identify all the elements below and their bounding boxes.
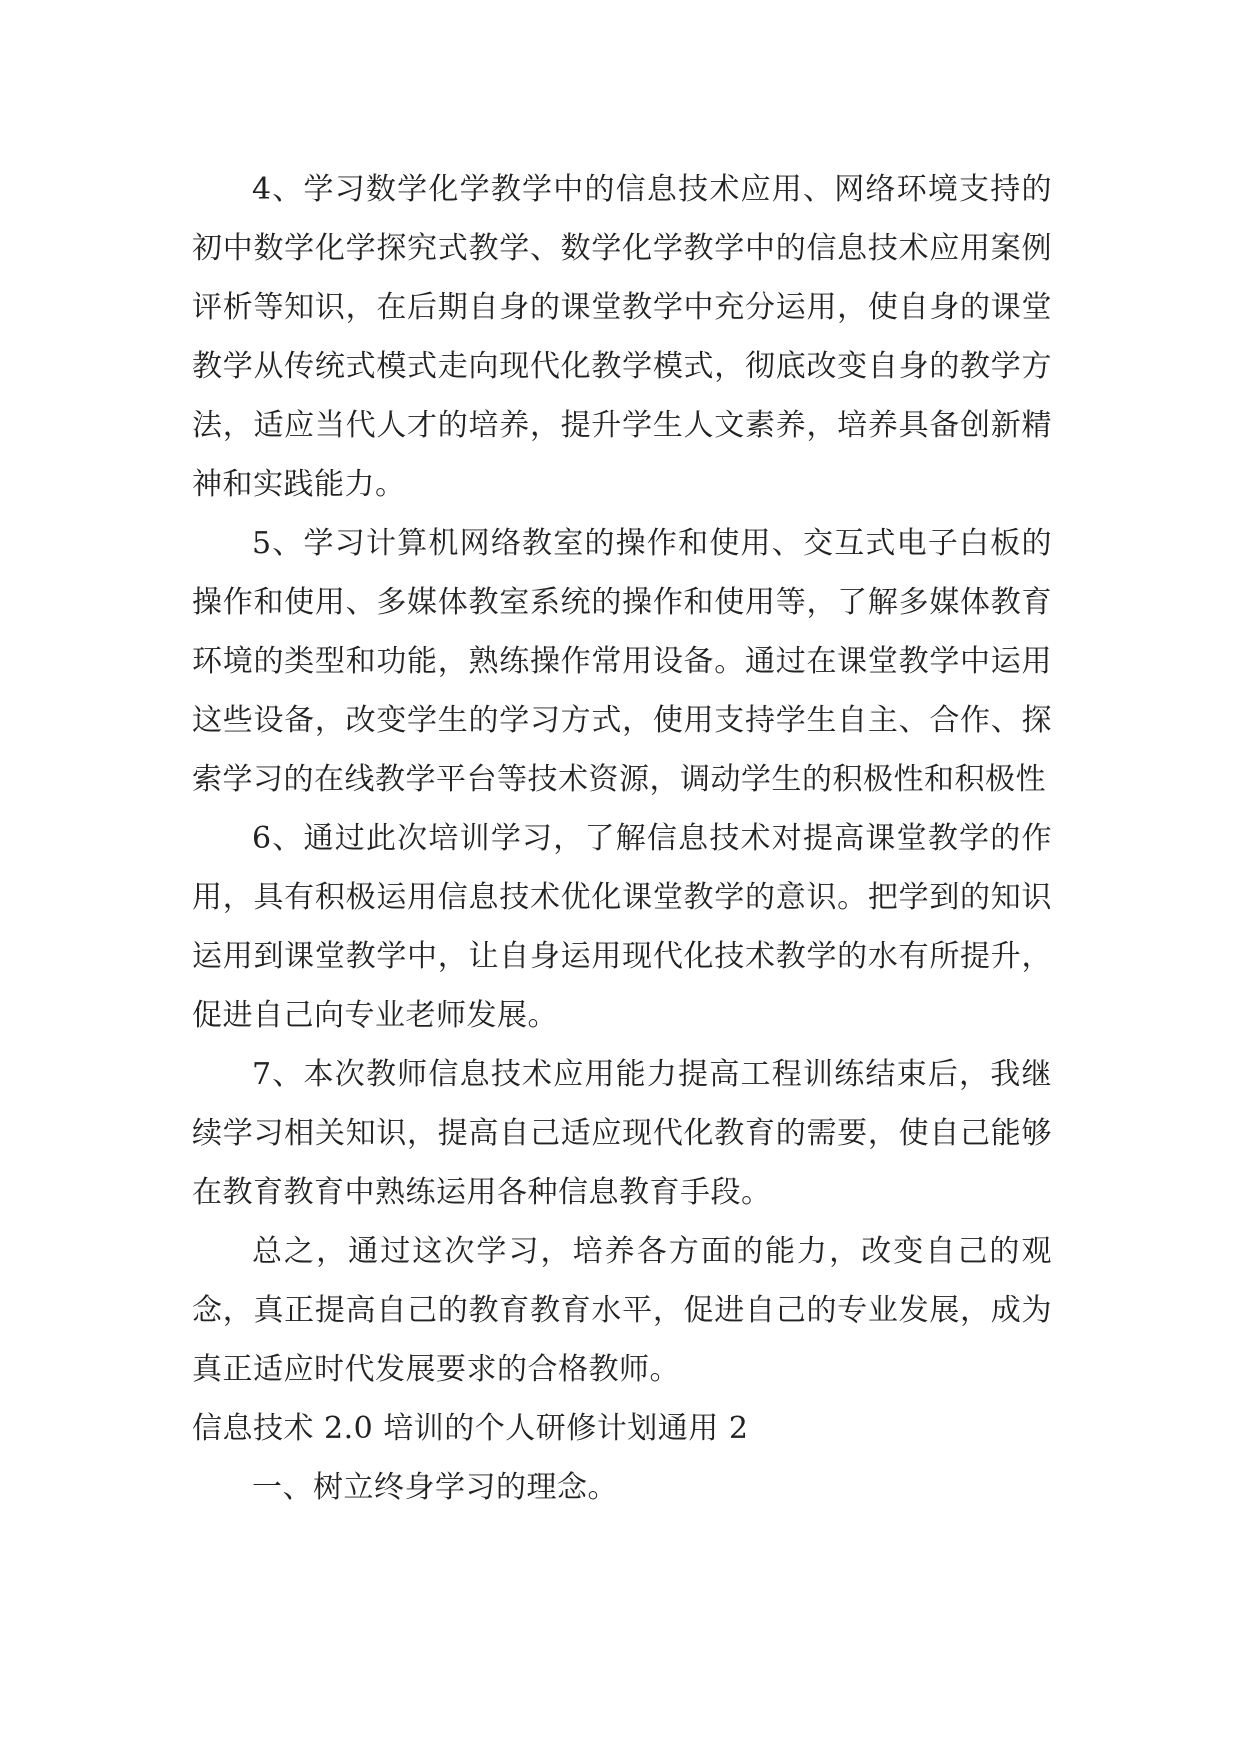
paragraph-item-6: 6、通过此次培训学习，了解信息技术对提高课堂教学的作用，具有积极运用信息技术优化课堂教学的意识。把学到的知识运用到课堂教学中，让自身运用现代化技术教学的水有所提升，促进自己向专业老师发展。 [192, 821, 1052, 1033]
section-heading: 信息技术 2.0 培训的个人研修计划通用 2 [192, 1411, 749, 1446]
document-body [192, 160, 1052, 1517]
paragraph-item-7: 7、本次教师信息技术应用能力提高工程训练结束后，我继续学习相关知识，提高自己适应现代化教育的需要，使自己能够在教育教育中熟练运用各种信息教育手段。 [192, 1057, 1052, 1210]
paragraph-point-1: 一、树立终身学习的理念。 [252, 1470, 618, 1505]
paragraph-summary: 总之，通过这次学习，培养各方面的能力，改变自己的观念，真正提高自己的教育教育水平，促进自己的专业发展，成为真正适应时代发展要求的合格教师。 [192, 1234, 1052, 1387]
paragraph-item-5: 5、学习计算机网络教室的操作和使用、交互式电子白板的操作和使用、多媒体教室系统的操作和使用等，了解多媒体教育环境的类型和功能，熟练操作常用设备。通过在课堂教学中运用这些设备，改变学生的学习方式，使用支持学生自主、合作、探索学习的在线教学平台等技术资源，调动学生的积极性和积极性 [192, 526, 1052, 797]
paragraph-item-4: 4、学习数学化学教学中的信息技术应用、网络环境支持的初中数学化学探究式教学、数学化学教学中的信息技术应用案例评析等知识，在后期自身的课堂教学中充分运用，使自身的课堂教学从传统式模式走向现代化教学模式，彻底改变自身的教学方法，适应当代人才的培养，提升学生人文素养，培养具备创新精神和实践能力。 [192, 172, 1052, 502]
